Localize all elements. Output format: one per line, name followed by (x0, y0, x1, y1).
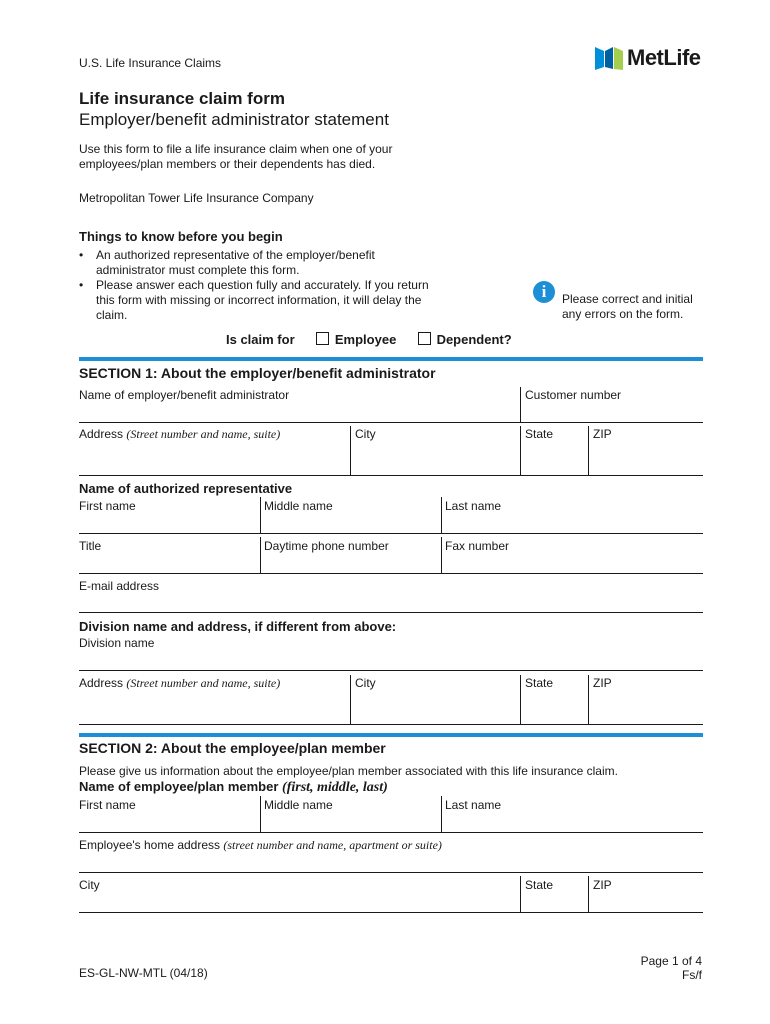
section2-intro: Please give us information about the employee/plan member associated with this life insurance claim. (79, 764, 618, 778)
dependent-option-label: Dependent? (436, 332, 512, 347)
emp-state-field[interactable] (522, 893, 586, 911)
rep-heading: Name of authorized representative (79, 481, 293, 496)
emp-last-name-label: Last name (445, 798, 502, 812)
emp-state-label: State (525, 878, 554, 892)
section2-title: SECTION 2: About the employee/plan member (79, 740, 386, 756)
metlife-logo-icon (595, 45, 623, 71)
emp-city-label: City (79, 878, 100, 892)
first-name-label: First name (79, 499, 136, 513)
middle-name-label: Middle name (264, 499, 333, 513)
emp-city-field[interactable] (79, 893, 518, 911)
div-address-label: Address (Street number and name, suite) (79, 676, 281, 690)
div-zip-field[interactable] (590, 691, 702, 723)
employer-name-label: Name of employer/benefit administrator (79, 388, 290, 402)
div-city-field[interactable] (352, 691, 518, 723)
list-item: • An authorized representative of the employer/benefit administrator must complete this form. (79, 248, 434, 278)
metlife-logo-text: MetLife (627, 45, 701, 70)
fax-label: Fax number (445, 539, 510, 553)
email-label: E-mail address (79, 579, 160, 593)
div-state-field[interactable] (522, 691, 586, 723)
email-field[interactable] (79, 594, 702, 612)
employee-checkbox[interactable] (316, 332, 329, 345)
employee-option-label: Employee (334, 332, 397, 347)
claim-for-row (226, 332, 512, 347)
emp-zip-label: ZIP (593, 878, 612, 892)
things-to-know-list (79, 248, 434, 323)
section1-divider (79, 357, 703, 361)
rep-title-field[interactable] (79, 554, 259, 572)
form-subtitle: Employer/benefit administrator statement (79, 110, 389, 129)
daytime-phone-field[interactable] (262, 554, 440, 572)
div-state-label: State (525, 676, 554, 690)
page-number: Page 1 of 4 (640, 954, 702, 968)
list-item: • Please answer each question fully and accurately. If you return this form with missing or incorrect information, it will delay the claim. (79, 278, 434, 323)
div-city-label: City (355, 676, 376, 690)
customer-number-field[interactable] (522, 402, 702, 422)
last-name-label: Last name (445, 499, 502, 513)
dependent-checkbox[interactable] (418, 332, 431, 345)
city-field[interactable] (352, 442, 518, 474)
intro-text: Use this form to file a life insurance claim when one of your employees/plan members or their dependents has died. (79, 142, 393, 171)
emp-first-name-label: First name (79, 798, 136, 812)
state-field[interactable] (522, 442, 586, 474)
division-heading: Division name and address, if different from above: (79, 619, 397, 634)
daytime-phone-label: Daytime phone number (264, 539, 389, 553)
fax-field[interactable] (443, 554, 702, 572)
claim-for-label: Is claim for (226, 332, 295, 347)
page-info (641, 954, 702, 982)
employer-name-field[interactable] (79, 402, 519, 422)
section2-divider (79, 733, 703, 737)
home-address-label: Employee's home address (street number and name, apartment or suite) (79, 838, 442, 852)
claims-label: U.S. Life Insurance Claims (79, 56, 222, 70)
company-name: Metropolitan Tower Life Insurance Company (79, 191, 314, 205)
employee-name-heading: Name of employee/plan member (first, middle, last) (79, 779, 388, 795)
division-name-field[interactable] (79, 651, 702, 670)
correction-note: Please correct and initial any errors on the form. (562, 292, 693, 321)
state-label: State (525, 427, 554, 441)
emp-middle-name-label: Middle name (264, 798, 333, 812)
rep-middle-name-field[interactable] (262, 514, 440, 532)
emp-last-name-field[interactable] (443, 813, 702, 831)
footer-code: Fs/f (682, 968, 702, 982)
title-label: Title (79, 539, 102, 553)
city-label: City (355, 427, 376, 441)
rep-last-name-field[interactable] (443, 514, 702, 532)
info-icon: i (533, 281, 555, 303)
customer-number-label: Customer number (525, 388, 622, 402)
form-title: Life insurance claim form (79, 89, 285, 108)
emp-middle-name-field[interactable] (262, 813, 440, 831)
zip-label: ZIP (593, 427, 612, 441)
div-address-field[interactable] (79, 691, 349, 723)
section1-title: SECTION 1: About the employer/benefit administrator (79, 365, 436, 381)
address-label: Address (Street number and name, suite) (79, 427, 281, 441)
home-address-field[interactable] (79, 853, 702, 871)
division-name-label: Division name (79, 636, 155, 650)
zip-field[interactable] (590, 442, 702, 474)
form-code: ES-GL-NW-MTL (04/18) (79, 966, 208, 980)
emp-zip-field[interactable] (590, 893, 702, 911)
things-to-know-heading: Things to know before you begin (79, 229, 283, 244)
emp-first-name-field[interactable] (79, 813, 259, 831)
div-zip-label: ZIP (593, 676, 612, 690)
rep-first-name-field[interactable] (79, 514, 259, 532)
address-field[interactable] (79, 442, 349, 474)
